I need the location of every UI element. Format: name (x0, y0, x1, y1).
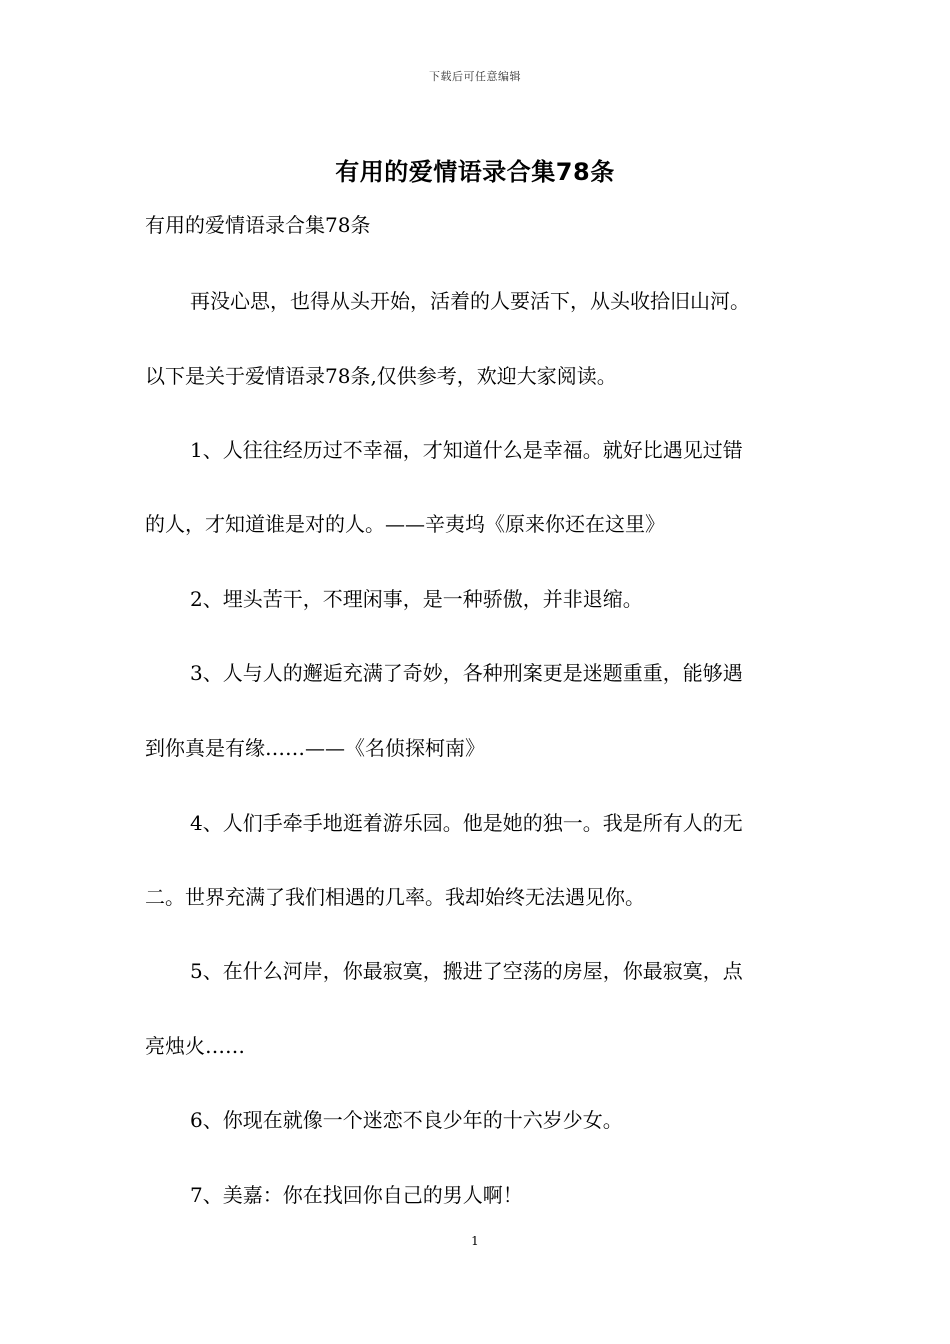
subtitle-line: 有用的爱情语录合集78条 (145, 213, 371, 237)
paragraph-line: 1、人往往经历过不幸福，才知道什么是幸福。就好比遇见过错 (190, 438, 743, 462)
paragraph-line: 7、美嘉：你在找回你自己的男人啊！ (190, 1183, 523, 1207)
paragraph-line: 2、埋头苦干，不理闲事，是一种骄傲，并非退缩。 (190, 587, 643, 611)
paragraph-line: 5、在什么河岸，你最寂寞，搬进了空荡的房屋，你最寂寞，点 (190, 959, 743, 983)
paragraph-line: 以下是关于爱情语录78条,仅供参考，欢迎大家阅读。 (145, 364, 617, 388)
paragraph-line: 6、你现在就像一个迷恋不良少年的十六岁少女。 (190, 1108, 623, 1132)
paragraph-line: 二。世界充满了我们相遇的几率。我却始终无法遇见你。 (145, 885, 645, 909)
document-title: 有用的爱情语录合集78条 (335, 158, 615, 186)
page-number: 1 (471, 1234, 479, 1248)
paragraph-line: 亮烛火…… (145, 1034, 245, 1058)
paragraph-line: 4、人们手牵手地逛着游乐园。他是她的独一。我是所有人的无 (190, 811, 743, 835)
paragraph-line: 再没心思，也得从头开始，活着的人要活下，从头收拾旧山河。 (190, 289, 750, 313)
paragraph-line: 的人，才知道谁是对的人。——辛夷坞《原来你还在这里》 (145, 512, 665, 536)
paragraph-line: 3、人与人的邂逅充满了奇妙，各种刑案更是迷题重重，能够遇 (190, 661, 743, 685)
paragraph-line: 到你真是有缘……——《名侦探柯南》 (145, 736, 485, 760)
header-note: 下载后可任意编辑 (429, 70, 521, 83)
